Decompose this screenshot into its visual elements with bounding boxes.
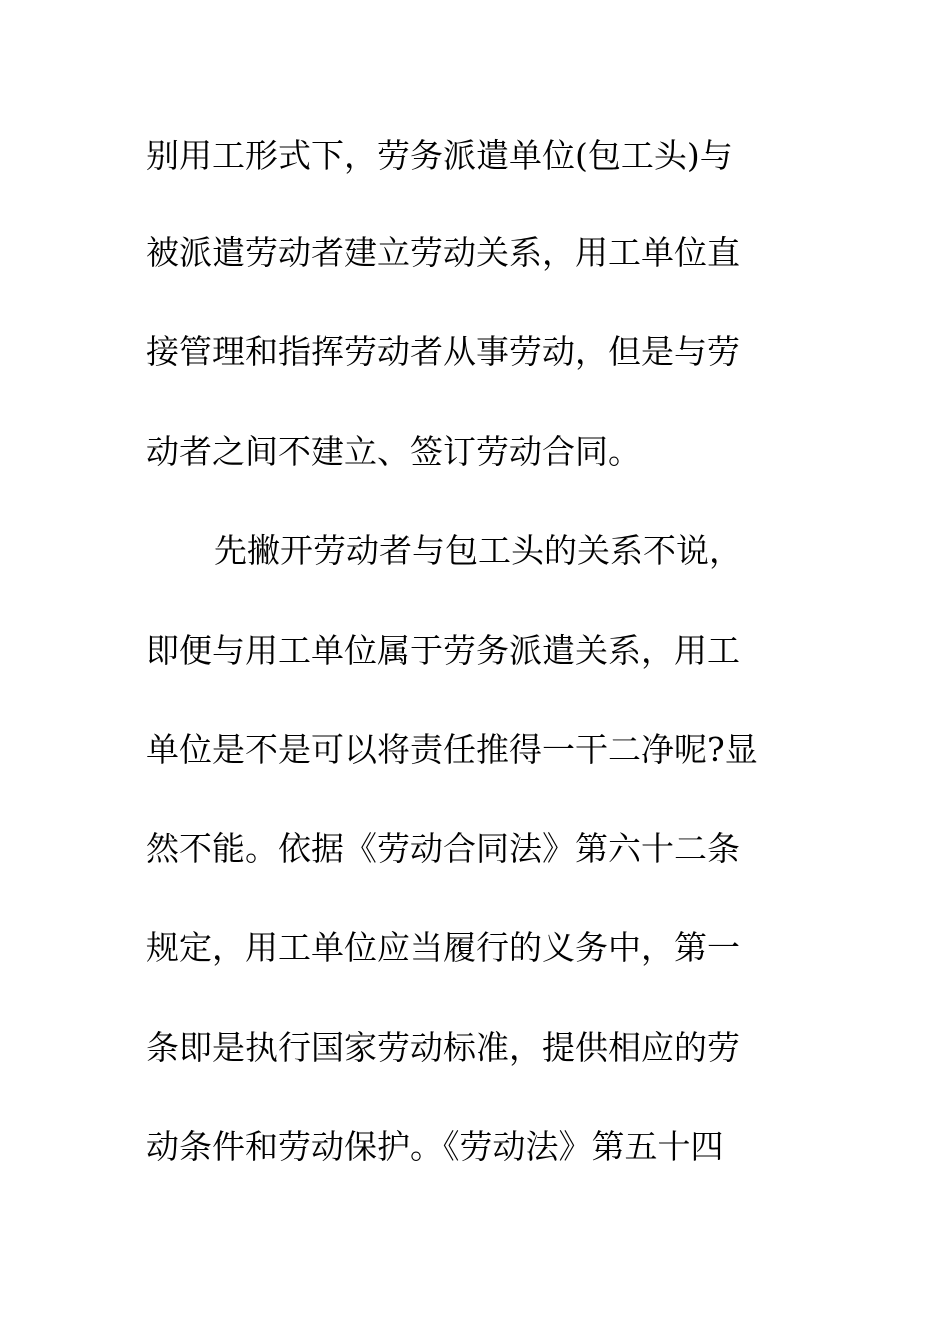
text-line: 被派遣劳动者建立劳动关系，用工单位直 bbox=[146, 233, 740, 272]
text-line: 先撇开劳动者与包工头的关系不说， bbox=[214, 531, 742, 570]
text-line: 接管理和指挥劳动者从事劳动，但是与劳 bbox=[146, 332, 740, 371]
text-line: 即便与用工单位属于劳务派遣关系，用工 bbox=[146, 631, 740, 670]
text-line: 规定，用工单位应当履行的义务中，第一 bbox=[146, 928, 740, 967]
text-line: 然不能。依据《劳动合同法》第六十二条 bbox=[146, 829, 740, 868]
text-line: 条即是执行国家劳动标准，提供相应的劳 bbox=[146, 1028, 740, 1067]
text-line: 别用工形式下，劳务派遣单位(包工头)与 bbox=[146, 136, 733, 175]
text-line: 动者之间不建立、签订劳动合同。 bbox=[146, 432, 641, 471]
text-line: 单位是不是可以将责任推得一干二净呢?显 bbox=[146, 730, 758, 769]
text-line: 动条件和劳动保护。《劳动法》第五十四 bbox=[146, 1127, 724, 1166]
